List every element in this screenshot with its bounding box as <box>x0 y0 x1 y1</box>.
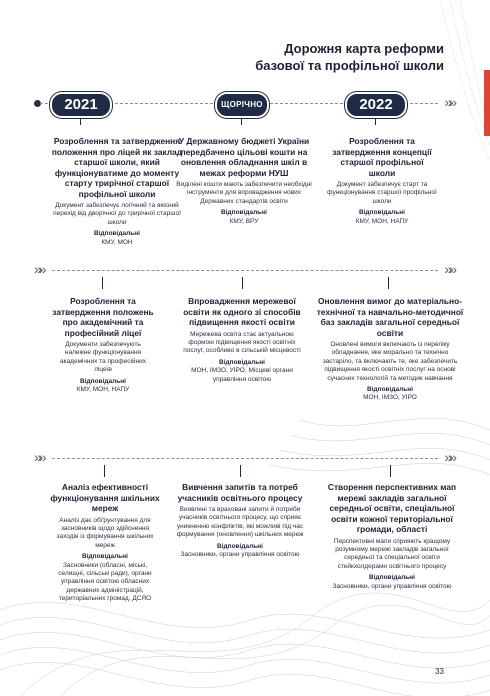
card-title: Розроблення та затвердження положення про ліцей як заклад старшої школи, який функціонуватиме до моменту старту трирічної старшої профільної школи <box>51 136 183 199</box>
card-responsible-label: Відповідальні <box>80 377 126 385</box>
chevrons-right-icon: »» <box>444 94 454 110</box>
card-description: Виявлені та враховані запити й потреби учасників освітнього процесу, що сприяє уникненню конфліктів, які можливі під час формування (оновлення) шкільних мереж <box>176 506 304 539</box>
page-title-line-1: Дорожня карта реформи <box>284 41 444 56</box>
card-title: Оновлення вимог до матеріально-технічної та навчально-методичної баз закладів загальної середньої освіти <box>316 296 464 338</box>
chevrons-left-icon: »» <box>34 261 44 277</box>
card-responsible-label: Відповідальні <box>359 209 405 217</box>
milestone-2021: 2021 <box>50 92 112 118</box>
card-title: Розроблення та затвердження концепції старшої профільної школи <box>332 136 432 178</box>
chevrons-left-icon: »» <box>34 449 44 465</box>
timeline-row-3 <box>34 449 454 466</box>
stem <box>102 277 103 289</box>
card-title: Впровадження мережевої освіти як одного зі способів підвищення якості освіти <box>183 296 301 327</box>
card-responsible-value: КМУ, ВРУ <box>229 217 259 225</box>
card-title: Розроблення та затвердження положень про академічний та професійний ліцеї <box>52 296 154 338</box>
card-responsible-value: МОН, ІМЗО, УІРО, Місцеві органи управління освітою <box>191 367 293 383</box>
stem <box>390 465 391 477</box>
timeline-row-2 <box>34 261 454 278</box>
page-title-line-2: базової та профільної школи <box>255 58 444 73</box>
timeline-dashed-line <box>52 270 438 271</box>
card-network-education <box>178 296 306 384</box>
chevrons-right-icon: »» <box>444 449 454 465</box>
stem <box>375 118 376 125</box>
card-profile-school-concept <box>326 136 438 226</box>
card-description: Аналіз дає обґрунтування для засновників щодо здійснення заходів із формування шкільних мереж <box>56 516 154 549</box>
chevrons-right-icon: »» <box>444 261 454 277</box>
card-responsible-label: Відповідальні <box>219 358 265 366</box>
card-responsible-value: Засновники (обласні, міські, селищні, сільські ради), органи управління освітою обласних державних адміністрацій, територіальних громад, ДСЯО <box>58 561 152 603</box>
card-responsible-label: Відповідальні <box>369 574 415 582</box>
stem <box>242 277 243 289</box>
stem <box>80 118 81 125</box>
stem <box>240 465 241 477</box>
card-school-network-analysis <box>50 482 160 604</box>
card-description: Оновлені вимоги включають із переліку обладнання, яке морально та технічно застаріло, та включають те, яке забезпечить підвищення якості освітніх послуг на основі сучасних технологій та методик навчання <box>322 341 458 382</box>
card-responsible-label: Відповідальні <box>221 209 267 217</box>
timeline-dashed-line <box>52 458 438 459</box>
milestone-annually: ЩОРІЧНО <box>215 92 269 118</box>
stem <box>388 277 389 289</box>
card-title: У Державному бюджеті України передбачено цільові кошти на оновлення обладнання шкіл в межах реформи НУШ <box>178 136 310 178</box>
card-responsible-value: МОН, ІМЗО, УІРО <box>363 394 417 402</box>
card-responsible-label: Відповідальні <box>82 553 128 561</box>
card-title: Вивчення запитів та потреб учасників освітнього процесу <box>177 482 303 503</box>
card-stakeholder-needs <box>174 482 306 559</box>
card-material-base-requirements <box>316 296 464 403</box>
card-budget-funds <box>176 136 312 226</box>
card-responsible-value: КМУ, МОН, НАПУ <box>76 386 130 394</box>
card-title: Аналіз ефективності функціонування шкільних мереж <box>50 482 160 513</box>
card-responsible-label: Відповідальні <box>217 542 263 550</box>
card-lyceum-types-regulation <box>52 296 154 394</box>
card-responsible-value: КМУ, МОН, НАПУ <box>355 217 409 225</box>
card-responsible-label: Відповідальні <box>94 230 140 238</box>
card-liceum-regulation <box>46 136 188 247</box>
card-description: Документи забезпечують належне функціонування академічних та професійних ліцеїв <box>59 341 147 374</box>
card-responsible-value: Засновники, органи управління освітою <box>332 582 452 590</box>
accent-bar <box>484 70 490 136</box>
milestone-2022: 2022 <box>345 92 407 118</box>
card-network-maps <box>322 482 462 591</box>
card-responsible-value: КМУ, МОН <box>101 238 133 246</box>
card-responsible-value: Засновники, органи управління освітою <box>180 551 300 559</box>
card-description: Документ забезпечує логічний та якісний перехід від дворічної до трирічної старшої школи <box>53 202 181 226</box>
stem <box>241 118 242 125</box>
card-description: Документ забезпечує старт та функціонування старшої профільної школи <box>327 181 437 205</box>
card-description: Виділені кошти мають забезпечити необхідні інструменти для впровадження нових Державних стандартів освіти <box>176 181 312 205</box>
card-description: Мережева освіта стає актуальною формою підвищення якості освітніх послуг, особливо в сільській місцевості <box>183 330 301 355</box>
page-title <box>144 40 444 74</box>
card-title: Створення перспективних мап мережі закладів загальної середньої освіти, спеціальної освіти кожної територіальної громади, області <box>327 482 457 534</box>
card-description: Перспективні мапи сприяють кращому розумному мережі закладів загальної середньої та спеціальної освіти стейкхолдерами освітнього процесу <box>333 537 451 570</box>
page-number: 33 <box>435 667 444 676</box>
card-responsible-label: Відповідальні <box>367 386 413 394</box>
stem <box>104 465 105 477</box>
